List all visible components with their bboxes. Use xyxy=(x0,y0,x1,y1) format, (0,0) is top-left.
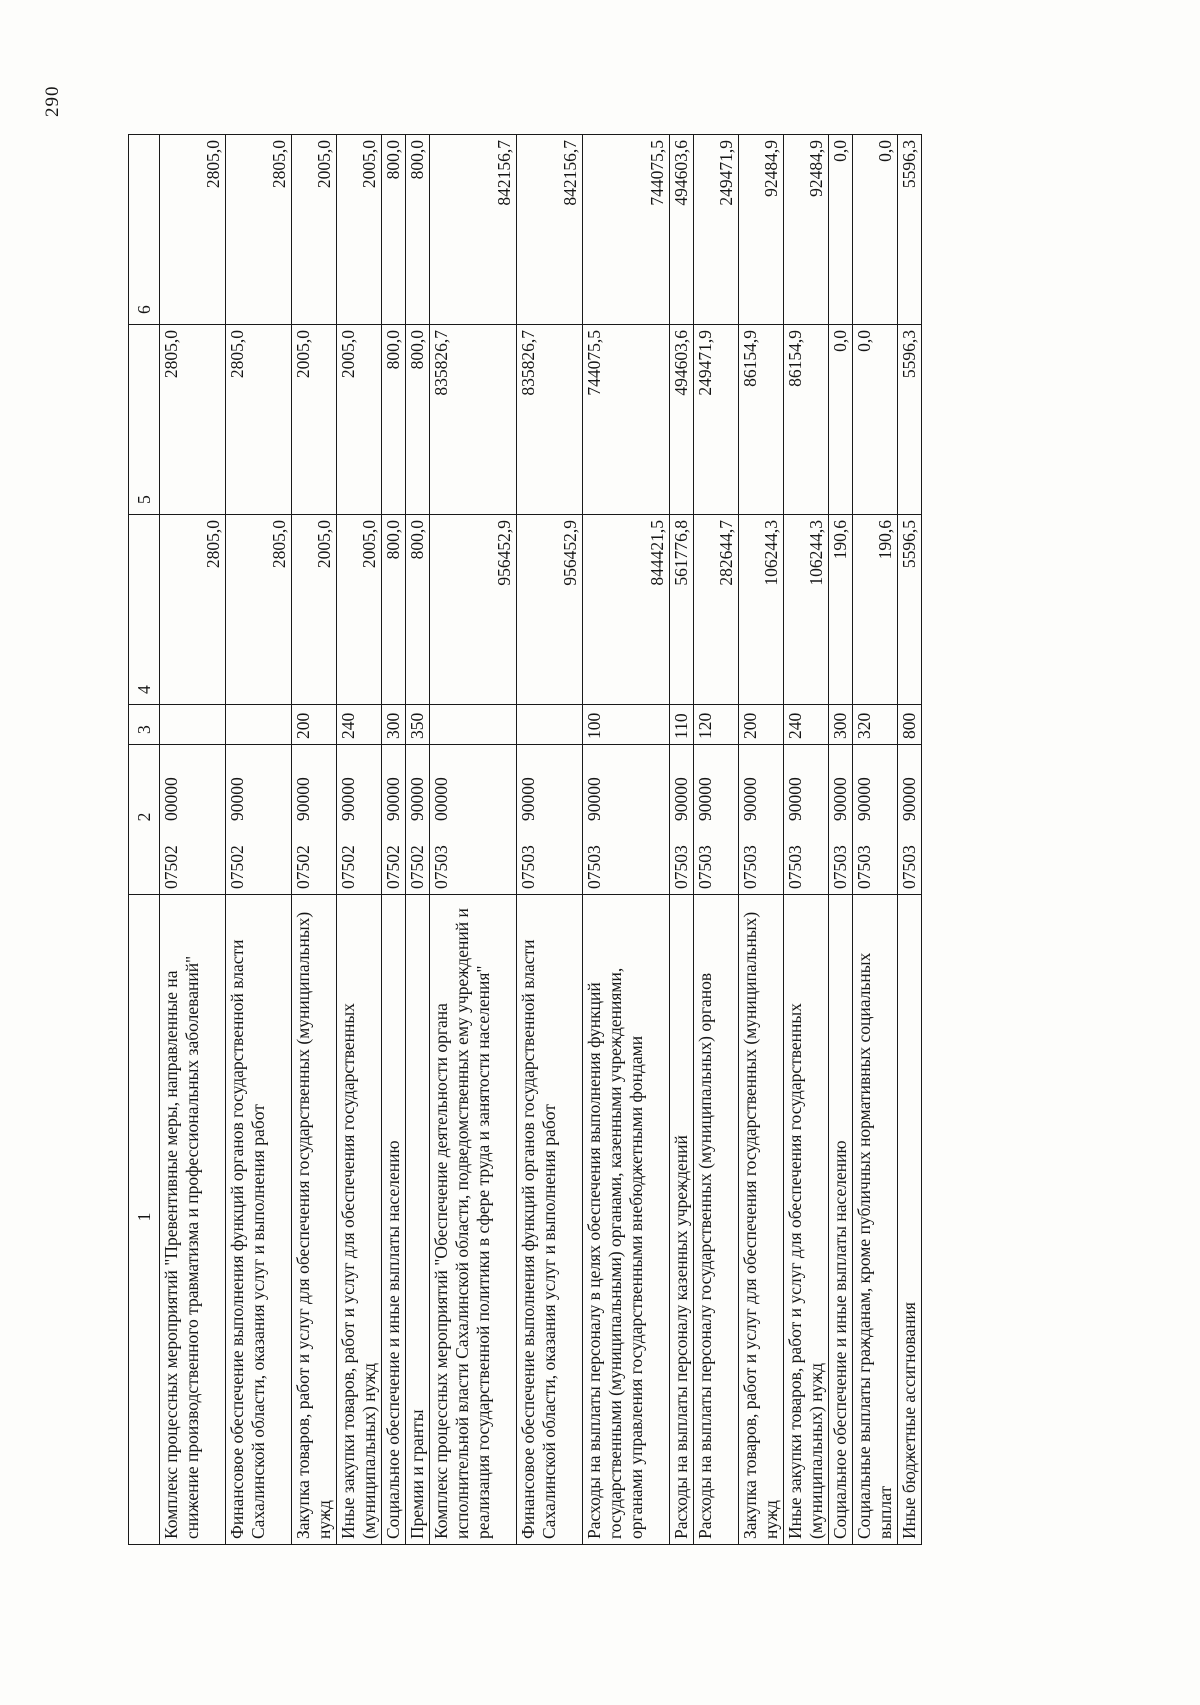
column-header: 6 xyxy=(129,135,160,325)
row-code xyxy=(430,745,517,895)
row-value-col6: 92484,9 xyxy=(784,135,829,325)
table-row xyxy=(382,135,406,1545)
row-value-col5: 86154,9 xyxy=(784,325,829,515)
row-expense-type xyxy=(430,705,517,745)
row-value-col6: 744075,5 xyxy=(583,135,670,325)
column-header: 5 xyxy=(129,325,160,515)
row-value-col4: 2005,0 xyxy=(337,515,382,705)
row-name: Закупка товаров, работ и услуг для обеспечения государственных (муниципальных) нужд xyxy=(739,895,784,1545)
page-number: 290 xyxy=(42,85,63,117)
row-value-col6: 2805,0 xyxy=(226,135,292,325)
row-value-col4: 190,6 xyxy=(853,515,898,705)
row-code xyxy=(739,745,784,895)
row-value-col4: 2805,0 xyxy=(160,515,226,705)
row-expense-type: 110 xyxy=(670,705,694,745)
row-name: Комплекс процессных мероприятий "Превентивные меры, направленные на снижение производственного травматизма и профессиональных заболеваний" xyxy=(160,895,226,1545)
table-row xyxy=(583,135,670,1545)
table-row xyxy=(406,135,430,1545)
row-value-col4: 2805,0 xyxy=(226,515,292,705)
table-row xyxy=(160,135,226,1545)
row-value-col4: 5596,5 xyxy=(898,515,922,705)
row-value-col4: 561776,8 xyxy=(670,515,694,705)
row-value-col6: 249471,9 xyxy=(694,135,739,325)
code-direction: 90000 xyxy=(740,777,760,821)
row-value-col6: 800,0 xyxy=(382,135,406,325)
code-direction: 90000 xyxy=(899,777,919,821)
code-direction: 90000 xyxy=(584,777,604,821)
code-program: 07502 xyxy=(293,845,313,889)
table-row xyxy=(784,135,829,1545)
row-name: Комплекс процессных мероприятий "Обеспечение деятельности органа исполнительной власти Сахалинской области, подведомственных ему учреждений и реализация государственной политики в сфере труда и занятости населения" xyxy=(430,895,517,1545)
row-expense-type xyxy=(226,705,292,745)
row-name: Социальное обеспечение и иные выплаты населению xyxy=(829,895,853,1545)
row-value-col4: 800,0 xyxy=(382,515,406,705)
code-program: 07502 xyxy=(227,845,247,889)
row-code xyxy=(670,745,694,895)
row-value-col6: 494603,6 xyxy=(670,135,694,325)
table-row xyxy=(829,135,853,1545)
row-expense-type: 320 xyxy=(853,705,898,745)
code-program: 07502 xyxy=(338,845,358,889)
code-direction: 90000 xyxy=(854,777,874,821)
row-expense-type: 240 xyxy=(784,705,829,745)
row-code xyxy=(337,745,382,895)
row-value-col4: 190,6 xyxy=(829,515,853,705)
row-value-col5: 249471,9 xyxy=(694,325,739,515)
code-program: 07503 xyxy=(830,845,850,889)
code-program: 07503 xyxy=(518,845,538,889)
row-value-col5: 2005,0 xyxy=(292,325,337,515)
row-value-col6: 0,0 xyxy=(853,135,898,325)
table-row xyxy=(694,135,739,1545)
row-value-col5: 800,0 xyxy=(406,325,430,515)
code-program: 07503 xyxy=(584,845,604,889)
row-value-col6: 2005,0 xyxy=(337,135,382,325)
row-value-col6: 842156,7 xyxy=(430,135,517,325)
code-program: 07503 xyxy=(695,845,715,889)
row-value-col6: 800,0 xyxy=(406,135,430,325)
table-row xyxy=(739,135,784,1545)
code-direction: 90000 xyxy=(518,777,538,821)
code-program: 07502 xyxy=(407,845,427,889)
column-header: 1 xyxy=(129,895,160,1545)
row-name: Расходы на выплаты персоналу в целях обеспечения выполнения функций государственными (муниципальными) органами, казенными учреждениями, органами управления государственными внебюджетными фондами xyxy=(583,895,670,1545)
code-direction: 00000 xyxy=(431,777,451,821)
row-code xyxy=(406,745,430,895)
row-value-col6: 5596,3 xyxy=(898,135,922,325)
code-program: 07503 xyxy=(431,845,451,889)
row-value-col5: 494603,6 xyxy=(670,325,694,515)
row-value-col5: 5596,3 xyxy=(898,325,922,515)
row-value-col5: 2805,0 xyxy=(226,325,292,515)
table-row xyxy=(226,135,292,1545)
row-value-col5: 2805,0 xyxy=(160,325,226,515)
code-program: 07503 xyxy=(785,845,805,889)
code-direction: 90000 xyxy=(383,777,403,821)
row-name: Премии и гранты xyxy=(406,895,430,1545)
row-expense-type: 350 xyxy=(406,705,430,745)
code-program: 07503 xyxy=(854,845,874,889)
rotated-page xyxy=(42,85,1128,1545)
code-program: 07503 xyxy=(740,845,760,889)
row-value-col4: 106244,3 xyxy=(784,515,829,705)
row-expense-type: 200 xyxy=(739,705,784,745)
row-code xyxy=(160,745,226,895)
code-direction: 90000 xyxy=(338,777,358,821)
code-direction: 90000 xyxy=(227,777,247,821)
row-value-col5: 86154,9 xyxy=(739,325,784,515)
row-value-col4: 2005,0 xyxy=(292,515,337,705)
row-name: Закупка товаров, работ и услуг для обеспечения государственных (муниципальных) нужд xyxy=(292,895,337,1545)
row-name: Социальное обеспечение и иные выплаты населению xyxy=(382,895,406,1545)
row-value-col4: 956452,9 xyxy=(430,515,517,705)
row-name: Иные закупки товаров, работ и услуг для обеспечения государственных (муниципальных) нужд xyxy=(337,895,382,1545)
row-value-col5: 0,0 xyxy=(853,325,898,515)
code-program: 07503 xyxy=(899,845,919,889)
row-value-col6: 2805,0 xyxy=(160,135,226,325)
table-body xyxy=(160,135,922,1545)
code-direction: 00000 xyxy=(161,777,181,821)
row-value-col6: 842156,7 xyxy=(517,135,583,325)
row-code xyxy=(784,745,829,895)
code-program: 07503 xyxy=(671,845,691,889)
row-value-col6: 92484,9 xyxy=(739,135,784,325)
row-code xyxy=(382,745,406,895)
code-direction: 90000 xyxy=(407,777,427,821)
row-value-col4: 844421,5 xyxy=(583,515,670,705)
row-code xyxy=(292,745,337,895)
row-name: Расходы на выплаты персоналу казенных учреждений xyxy=(670,895,694,1545)
column-header: 4 xyxy=(129,515,160,705)
code-program: 07502 xyxy=(383,845,403,889)
row-name: Финансовое обеспечение выполнения функций органов государственной власти Сахалинской области, оказания услуг и выполнения работ xyxy=(226,895,292,1545)
row-value-col4: 800,0 xyxy=(406,515,430,705)
row-code xyxy=(829,745,853,895)
row-value-col5: 835826,7 xyxy=(517,325,583,515)
row-code xyxy=(583,745,670,895)
code-direction: 90000 xyxy=(671,777,691,821)
row-value-col5: 744075,5 xyxy=(583,325,670,515)
row-value-col4: 282644,7 xyxy=(694,515,739,705)
row-code xyxy=(853,745,898,895)
table-row xyxy=(430,135,517,1545)
row-code xyxy=(517,745,583,895)
row-name: Социальные выплаты гражданам, кроме публичных нормативных социальных выплат xyxy=(853,895,898,1545)
column-header: 3 xyxy=(129,705,160,745)
row-value-col5: 2005,0 xyxy=(337,325,382,515)
table-row xyxy=(670,135,694,1545)
row-value-col4: 106244,3 xyxy=(739,515,784,705)
row-name: Иные бюджетные ассигнования xyxy=(898,895,922,1545)
table-header-row xyxy=(129,135,160,1545)
row-name: Расходы на выплаты персоналу государственных (муниципальных) органов xyxy=(694,895,739,1545)
row-code xyxy=(694,745,739,895)
code-direction: 90000 xyxy=(293,777,313,821)
table-row xyxy=(292,135,337,1545)
row-expense-type: 120 xyxy=(694,705,739,745)
code-direction: 90000 xyxy=(830,777,850,821)
row-name: Иные закупки товаров, работ и услуг для обеспечения государственных (муниципальных) нужд xyxy=(784,895,829,1545)
row-value-col5: 0,0 xyxy=(829,325,853,515)
row-value-col5: 800,0 xyxy=(382,325,406,515)
row-value-col6: 0,0 xyxy=(829,135,853,325)
row-code xyxy=(226,745,292,895)
row-expense-type: 300 xyxy=(829,705,853,745)
row-value-col6: 2005,0 xyxy=(292,135,337,325)
code-program: 07502 xyxy=(161,845,181,889)
row-expense-type: 240 xyxy=(337,705,382,745)
row-expense-type: 300 xyxy=(382,705,406,745)
budget-table xyxy=(128,134,922,1545)
table-row xyxy=(898,135,922,1545)
row-value-col4: 956452,9 xyxy=(517,515,583,705)
column-header: 2 xyxy=(129,745,160,895)
table-row xyxy=(517,135,583,1545)
row-code xyxy=(898,745,922,895)
row-expense-type: 100 xyxy=(583,705,670,745)
table-row xyxy=(853,135,898,1545)
row-name: Финансовое обеспечение выполнения функций органов государственной власти Сахалинской области, оказания услуг и выполнения работ xyxy=(517,895,583,1545)
row-expense-type: 800 xyxy=(898,705,922,745)
row-value-col5: 835826,7 xyxy=(430,325,517,515)
code-direction: 90000 xyxy=(695,777,715,821)
row-expense-type xyxy=(517,705,583,745)
code-direction: 90000 xyxy=(785,777,805,821)
table-row xyxy=(337,135,382,1545)
row-expense-type: 200 xyxy=(292,705,337,745)
row-expense-type xyxy=(160,705,226,745)
